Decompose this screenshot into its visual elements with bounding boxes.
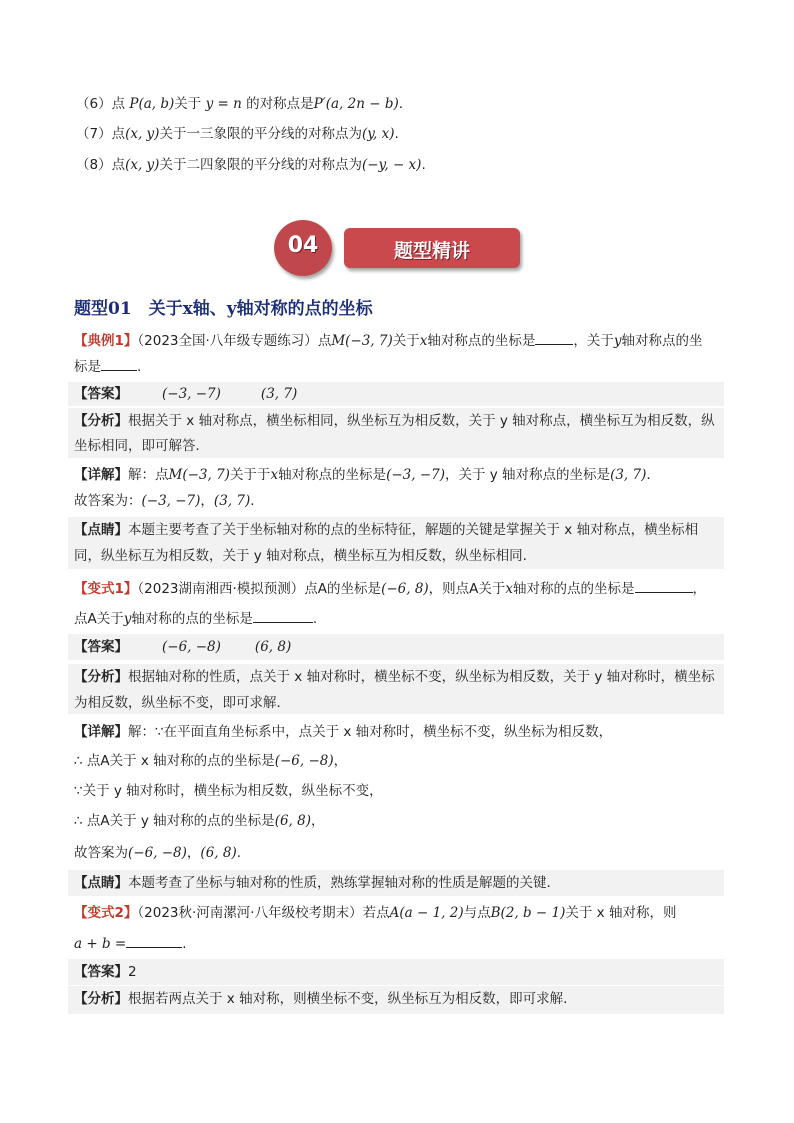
- math-expression: (−6, −8): [128, 845, 187, 861]
- answer-value: (3, 7): [260, 386, 298, 402]
- math-expression: (6, 8): [200, 845, 237, 861]
- text: .: [398, 96, 404, 112]
- math-expression: (y, x): [361, 126, 395, 142]
- text: ，则点A关于: [428, 581, 506, 597]
- math-expression: (−3, −7): [141, 493, 201, 509]
- example1-analysis-line1: [74, 411, 715, 431]
- math-expression: a + b =: [74, 936, 127, 952]
- example1-conclusion: [74, 491, 255, 511]
- section-number: 04: [287, 233, 319, 258]
- variant2-answer: [74, 962, 137, 982]
- text: .: [646, 467, 651, 483]
- text: 故答案为：: [74, 493, 142, 509]
- text: ，关于 y 轴对称点的坐标是: [444, 467, 611, 483]
- math-expression: y: [123, 611, 132, 627]
- text: ∴ 点A关于 x 轴对称的点的坐标是: [74, 753, 275, 769]
- example1-analysis-line2: 坐标相同，即可解答．: [74, 438, 209, 454]
- analysis-tag: 【分析】: [74, 991, 128, 1007]
- variant1-answer: [74, 637, 291, 657]
- analysis-text: 根据轴对称的性质，点关于 x 轴对称时，横坐标不变，纵坐标为相反数，关于 y 轴对称时，横坐标: [128, 669, 715, 685]
- variant1-conclusion: [74, 843, 241, 863]
- source-note: （2023全国·八年级专题练习）: [137, 333, 318, 349]
- variant1-detail-line1: [74, 722, 612, 742]
- math-expression: P(a, b): [129, 96, 175, 112]
- analysis-tag: 【分析】: [74, 413, 128, 429]
- text: .: [250, 493, 255, 509]
- text: 故答案为: [74, 845, 128, 861]
- answer-tag: 【答案】: [74, 964, 128, 980]
- detail-text: 解：∵在平面直角坐标系中，点关于 x 轴对称时，横坐标不变，纵坐标为相反数，: [128, 724, 613, 740]
- property-7: [76, 124, 399, 144]
- math-expression: y = n: [205, 96, 242, 112]
- variant2-answer-row: [68, 959, 724, 985]
- text: 轴对称的点的坐标是: [513, 581, 635, 597]
- math-expression: (−6, −8): [274, 753, 334, 769]
- math-expression: (3, 7): [610, 467, 647, 483]
- text: 轴对称的点的坐标是: [131, 611, 253, 627]
- item-number: （8）: [76, 157, 112, 173]
- text: .: [421, 157, 426, 173]
- text: ，: [310, 813, 325, 829]
- property-6: [76, 94, 403, 114]
- text: 关于二四象限的平分线的对称点为: [159, 157, 362, 173]
- answer-blank: [635, 578, 693, 593]
- math-expression: (6, 8): [274, 813, 311, 829]
- item-number: （6）: [76, 96, 112, 112]
- variant2-question-line2: [74, 933, 186, 954]
- math-expression: (3, 7): [213, 493, 251, 509]
- analysis-tag: 【分析】: [74, 669, 128, 685]
- variant1-detail-line3: ∵关于 y 轴对称时，横坐标为相反数，纵坐标不变，: [74, 783, 383, 799]
- section-number-badge: [274, 220, 332, 276]
- question-type-heading: 题型01 关于x轴、y轴对称的点的坐标: [74, 299, 373, 319]
- answer-tag: 【答案】: [74, 639, 128, 655]
- text: 关于: [174, 96, 202, 112]
- text: ∴ 点A关于 y 轴对称的点的坐标是: [74, 813, 275, 829]
- answer-value: 2: [128, 964, 137, 980]
- text: 点: [111, 126, 126, 142]
- math-expression: M(−3, 7): [331, 333, 393, 349]
- text: 关于于: [229, 467, 271, 483]
- answer-blank: [101, 356, 137, 371]
- text: 关于 x 轴对称，则: [565, 905, 677, 921]
- property-8: [76, 155, 426, 175]
- math-expression: (x, y): [125, 157, 160, 173]
- example1-question-line1: [74, 330, 703, 351]
- answer-value: (6, 8): [254, 639, 292, 655]
- example1-answer: [74, 384, 297, 404]
- answer-value: (−3, −7): [162, 386, 221, 402]
- text: ，: [200, 493, 214, 509]
- math-expression: A(a − 1, 2): [389, 905, 464, 921]
- comment-text: 本题主要考查了关于坐标轴对称的点的坐标特征，解题的关键是掌握关于 x 轴对称点，横坐标相: [128, 522, 699, 538]
- text: 解：点: [128, 467, 169, 483]
- analysis-text: 根据若两点关于 x 轴对称，则横坐标不变，纵坐标互为相反数，即可求解.: [128, 991, 568, 1007]
- text: ，: [692, 581, 707, 597]
- comment-tag: 【点睛】: [74, 875, 128, 891]
- text: 点: [317, 333, 332, 349]
- text: .: [182, 936, 187, 952]
- detail-tag: 【详解】: [74, 467, 128, 483]
- example-tag: 【典例1】: [74, 333, 138, 349]
- variant2-question-line1: [74, 903, 676, 923]
- math-expression: x: [505, 581, 514, 597]
- text: .: [394, 126, 399, 142]
- source-note: （2023湖南湘西·模拟预测）: [137, 581, 305, 597]
- text: ，: [186, 845, 201, 861]
- text: ，关于: [573, 333, 614, 349]
- math-expression: (−y, − x): [361, 157, 422, 173]
- text: ，: [333, 753, 348, 769]
- source-note: （2023秋·河南漯河·八年级校考期末）: [137, 905, 363, 921]
- math-expression: y: [613, 333, 622, 349]
- math-expression: B(2, b − 1): [490, 905, 566, 921]
- text: 轴对称点的坐标是: [427, 333, 536, 349]
- example1-question-line2: 标是 .: [74, 356, 141, 377]
- answer-blank: [253, 608, 313, 623]
- analysis-text: 根据关于 x 轴对称点，横坐标相同，纵坐标互为相反数，关于 y 轴对称点，横坐标互为相反数，纵: [128, 413, 715, 429]
- text: 轴对称点的坐: [621, 333, 703, 349]
- variant1-comment-line1: [74, 873, 551, 893]
- text: 与点: [463, 905, 491, 921]
- math-expression: x: [419, 333, 428, 349]
- answer-value: (−6, −8): [162, 639, 221, 655]
- text: 若点: [362, 905, 390, 921]
- answer-tag: 【答案】: [74, 386, 128, 402]
- detail-tag: 【详解】: [74, 724, 128, 740]
- answer-blank: [126, 933, 182, 948]
- answer-blank: [535, 330, 573, 345]
- section-title-badge: [344, 228, 520, 268]
- math-expression: (x, y): [125, 126, 160, 142]
- example1-comment-line2: 同，纵坐标互为相反数，关于 y 轴对称点，横坐标互为相反数，纵坐标相同.: [74, 548, 527, 564]
- section-banner: [274, 220, 524, 276]
- variant1-analysis-line2: 为相反数，纵坐标不变，即可求解．: [74, 695, 290, 711]
- math-expression: P′(a, 2n − b): [313, 96, 399, 112]
- math-expression: (−3, −7): [386, 467, 445, 483]
- variant-tag: 【变式1】: [74, 581, 138, 597]
- text: 关于: [392, 333, 420, 349]
- variant-tag: 【变式2】: [74, 905, 138, 921]
- variant1-detail-line2: [74, 751, 347, 771]
- item-number: （7）: [76, 126, 112, 142]
- text: .: [236, 845, 242, 861]
- math-expression: (−6, 8): [381, 581, 429, 597]
- section-title: 题型精讲: [393, 240, 470, 262]
- text: 点: [111, 96, 126, 112]
- text: 标是: [74, 359, 101, 375]
- text: 的对称点是: [246, 96, 314, 112]
- comment-text: 本题考查了坐标与轴对称的性质，熟练掌握轴对称的性质是解题的关键.: [128, 875, 551, 891]
- text: 关于一三象限的平分线的对称点为: [159, 126, 362, 142]
- example1-detail-line1: [74, 465, 651, 485]
- text: 点A的坐标是: [304, 581, 382, 597]
- math-expression: M(−3, 7): [168, 467, 230, 483]
- text: 轴对称点的坐标是: [278, 467, 387, 483]
- variant1-question-line1: [74, 578, 706, 599]
- variant2-analysis-line1: [74, 989, 567, 1009]
- text: 点: [111, 157, 126, 173]
- math-expression: x: [270, 467, 279, 483]
- variant1-question-line2: [74, 608, 317, 629]
- comment-tag: 【点睛】: [74, 522, 128, 538]
- example1-comment-line1: [74, 520, 698, 540]
- text: 点A关于: [74, 611, 124, 627]
- variant1-analysis-line1: [74, 667, 715, 687]
- text: .: [312, 611, 318, 627]
- variant1-detail-line4: [74, 811, 324, 831]
